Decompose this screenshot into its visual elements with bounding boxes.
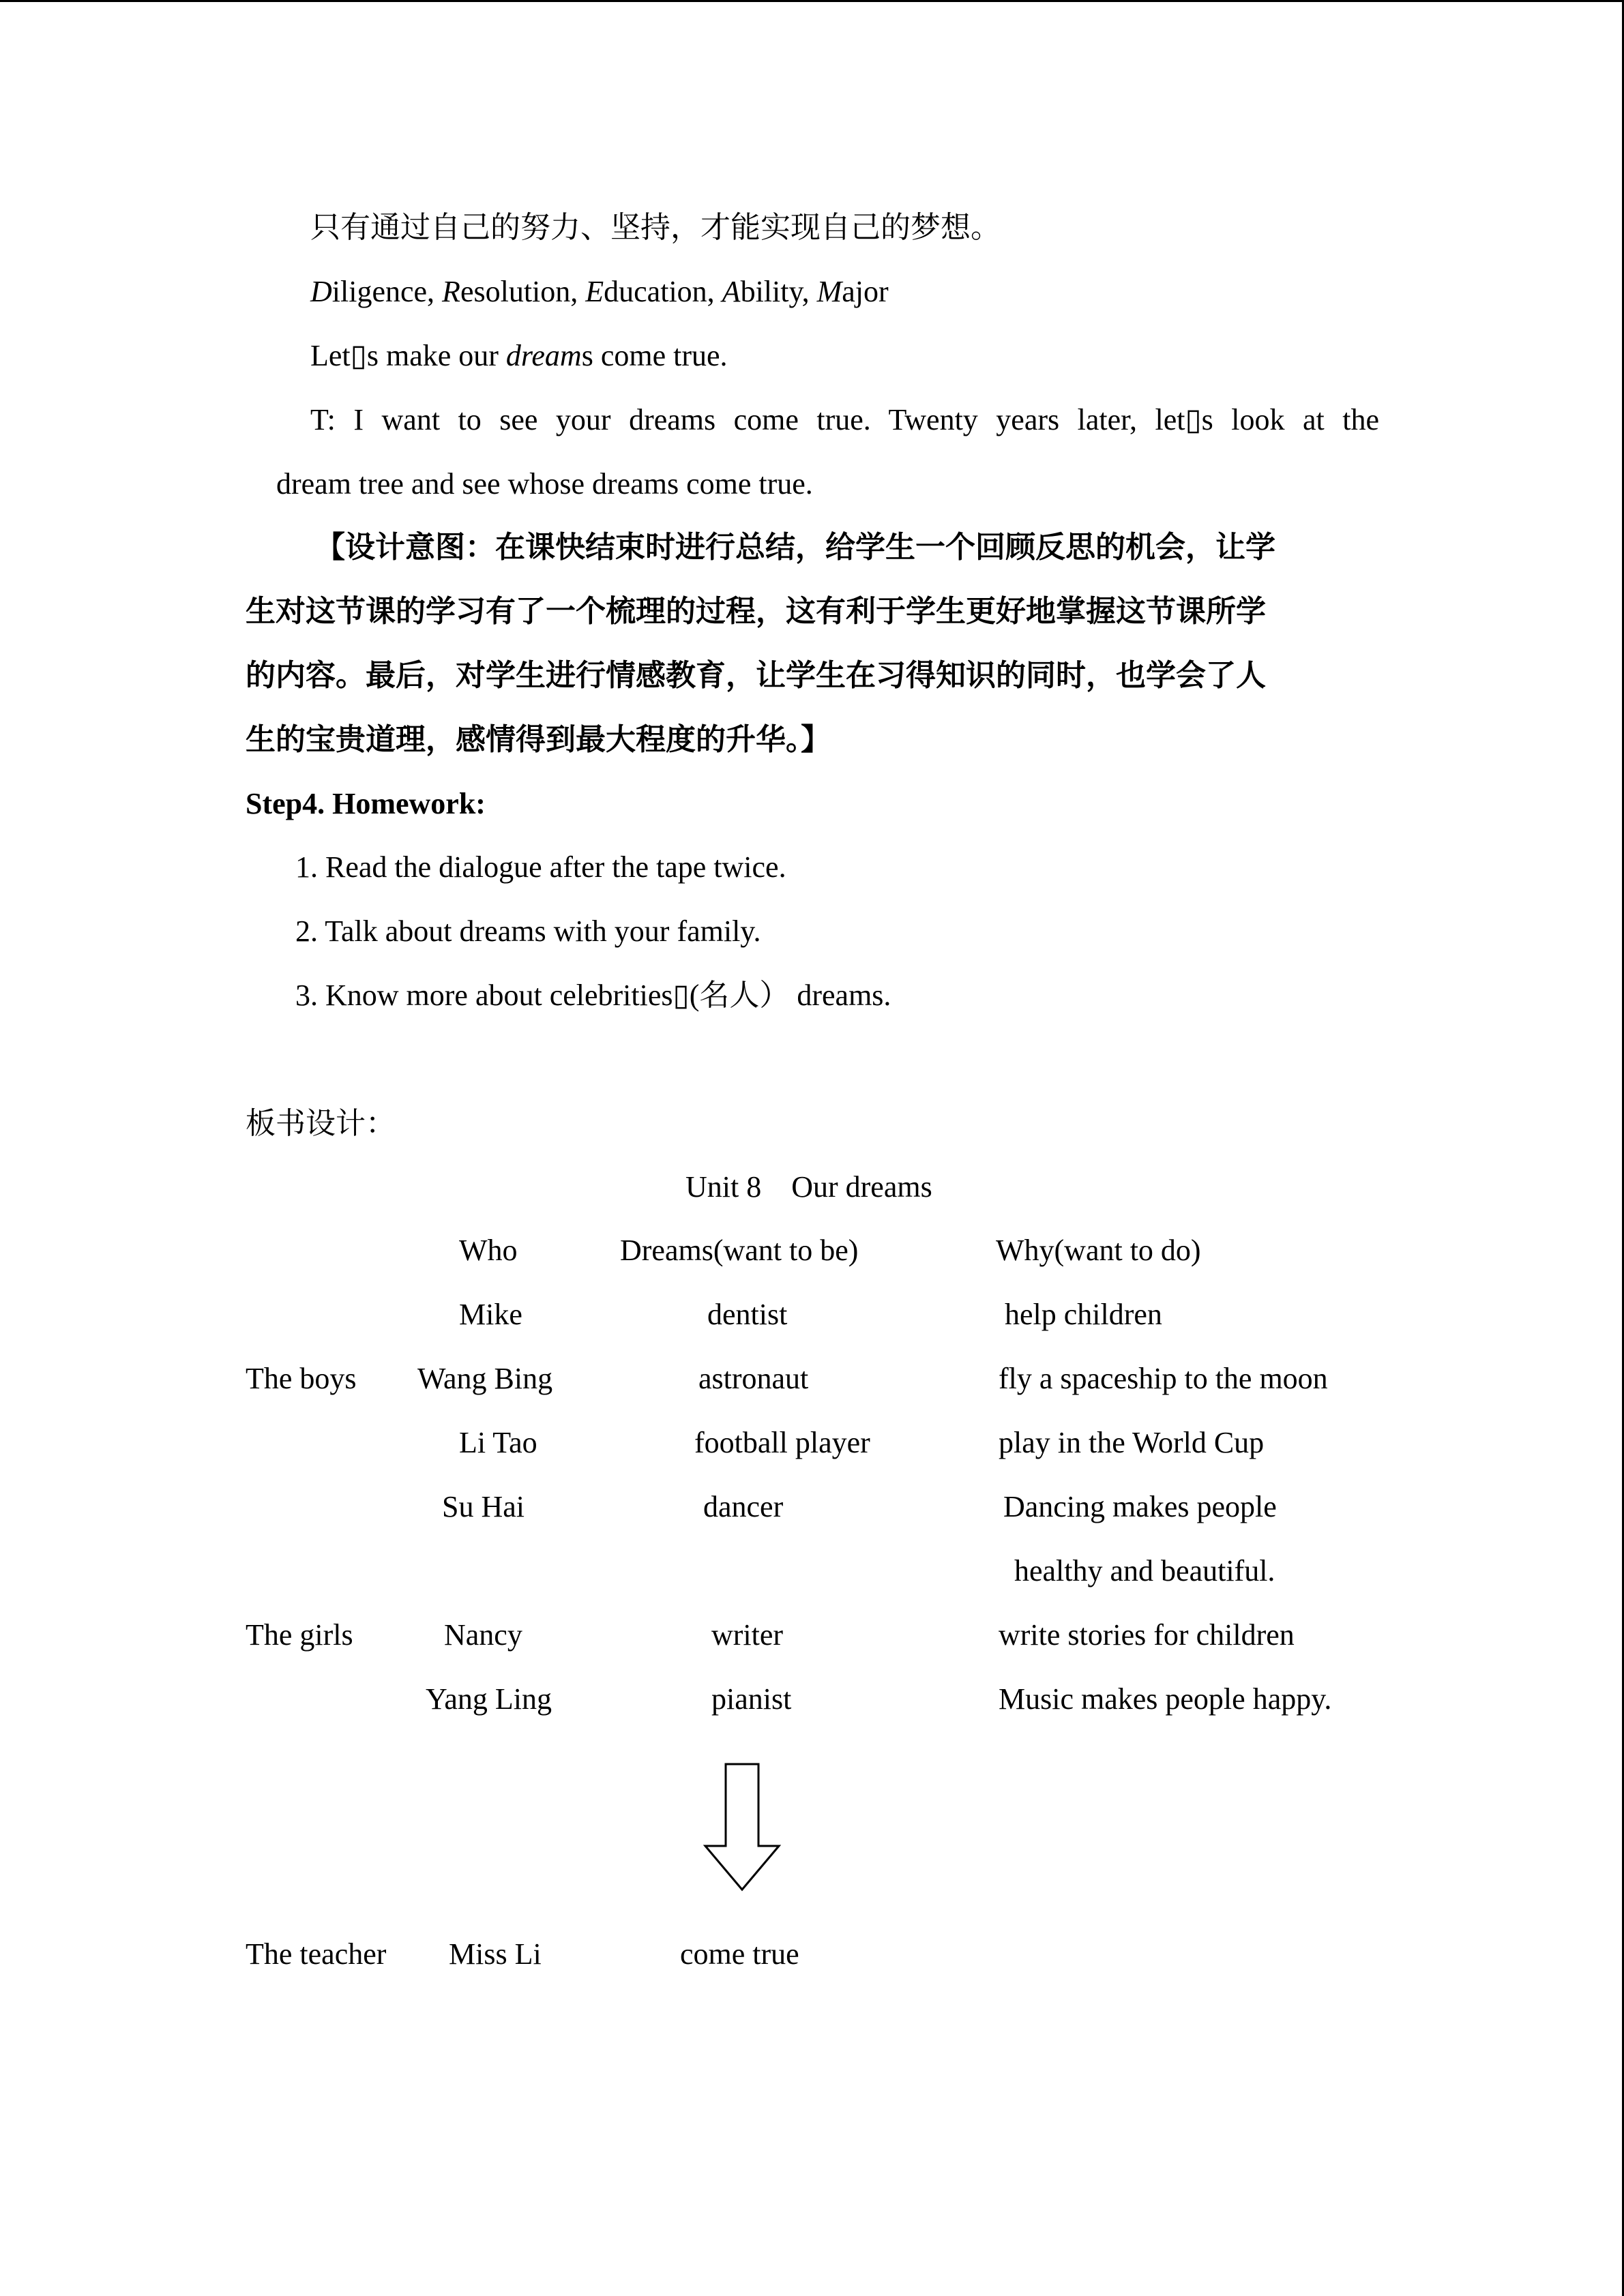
- table-cell-why: Dancing makes people: [1003, 1490, 1277, 1523]
- lets-line-pre: Let▯s make our: [310, 339, 506, 372]
- homework-item: 1. Read the dialogue after the tape twice.: [295, 850, 786, 884]
- lets-line-italic: dream: [505, 339, 582, 372]
- acrostic-rest: ajor: [842, 275, 889, 308]
- acrostic-initial: A: [722, 275, 741, 308]
- teacher-speech-line-1: T: I want to see your dreams come true. Twenty years later, let▯s look at the: [310, 403, 1379, 436]
- design-intent-line: 生对这节课的学习有了一个梳理的过程，这有利于学生更好地掌握这节课所学: [246, 594, 1266, 629]
- acrostic-rest: bility,: [740, 275, 817, 308]
- board-design-heading: 板书设计：: [246, 1106, 396, 1141]
- table-cell-dream: dancer: [703, 1490, 784, 1523]
- acrostic-line: [310, 273, 889, 311]
- lets-line-post: s come true.: [581, 339, 728, 372]
- boys-group-label: The boys: [246, 1362, 357, 1395]
- table-cell-dream: astronaut: [698, 1362, 809, 1395]
- acrostic-initial: D: [310, 275, 332, 308]
- acrostic-initial: E: [585, 275, 604, 308]
- design-intent-line: 的内容。最后，对学生进行情感教育，让学生在习得知识的同时，也学会了人: [246, 658, 1266, 693]
- table-cell-who: Nancy: [444, 1618, 522, 1652]
- down-arrow-icon: [703, 1763, 782, 1892]
- table-cell-why: help children: [1005, 1298, 1162, 1331]
- girls-group-label: The girls: [246, 1618, 353, 1652]
- column-header-dreams: Dreams(want to be): [620, 1234, 859, 1267]
- table-cell-dream: pianist: [711, 1682, 792, 1716]
- acrostic-initial: R: [442, 275, 460, 308]
- table-cell-why: Music makes people happy.: [999, 1682, 1332, 1716]
- table-cell-who: Li Tao: [459, 1426, 537, 1459]
- table-cell-who: Wang Bing: [417, 1362, 553, 1395]
- acrostic-rest: ducation,: [604, 275, 722, 308]
- table-cell-why: fly a spaceship to the moon: [999, 1362, 1328, 1395]
- teacher-name: Miss Li: [449, 1937, 542, 1971]
- acrostic-initial: M: [816, 275, 842, 308]
- homework-heading: Step4. Homework:: [246, 787, 486, 820]
- design-intent-line: 【设计意图：在课快结束时进行总结，给学生一个回顾反思的机会，让学: [315, 530, 1275, 565]
- teacher-result: come true: [680, 1937, 799, 1971]
- table-cell-who: Mike: [459, 1298, 522, 1331]
- acrostic-rest: esolution,: [460, 275, 586, 308]
- table-cell-who: Yang Ling: [426, 1682, 552, 1716]
- column-header-why: Why(want to do): [996, 1234, 1201, 1267]
- lets-make-dreams-line: [310, 337, 728, 375]
- column-header-who: Who: [459, 1234, 518, 1267]
- dream-sentence-cn: 只有通过自己的努力、坚持，才能实现自己的梦想。: [310, 210, 1001, 245]
- teacher-group-label: The teacher: [246, 1937, 387, 1971]
- table-cell-why: write stories for children: [999, 1618, 1295, 1652]
- board-title: Unit 8 Our dreams: [685, 1170, 932, 1204]
- homework-item: 2. Talk about dreams with your family.: [295, 914, 761, 948]
- table-cell-dream: writer: [711, 1618, 784, 1652]
- teacher-speech-line-2: dream tree and see whose dreams come true.: [276, 467, 813, 501]
- table-cell-dream: dentist: [707, 1298, 788, 1331]
- table-cell-who: Su Hai: [442, 1490, 525, 1523]
- acrostic-rest: iligence,: [331, 275, 443, 308]
- design-intent-line: 生的宝贵道理，感情得到最大程度的升华。】: [246, 722, 831, 757]
- homework-item: 3. Know more about celebrities▯(名人） dreams.: [295, 979, 891, 1012]
- top-border-line: [0, 0, 1624, 2]
- table-cell-why-continued: healthy and beautiful.: [1014, 1554, 1275, 1587]
- table-cell-dream: football player: [694, 1426, 870, 1459]
- table-cell-why: play in the World Cup: [999, 1426, 1265, 1459]
